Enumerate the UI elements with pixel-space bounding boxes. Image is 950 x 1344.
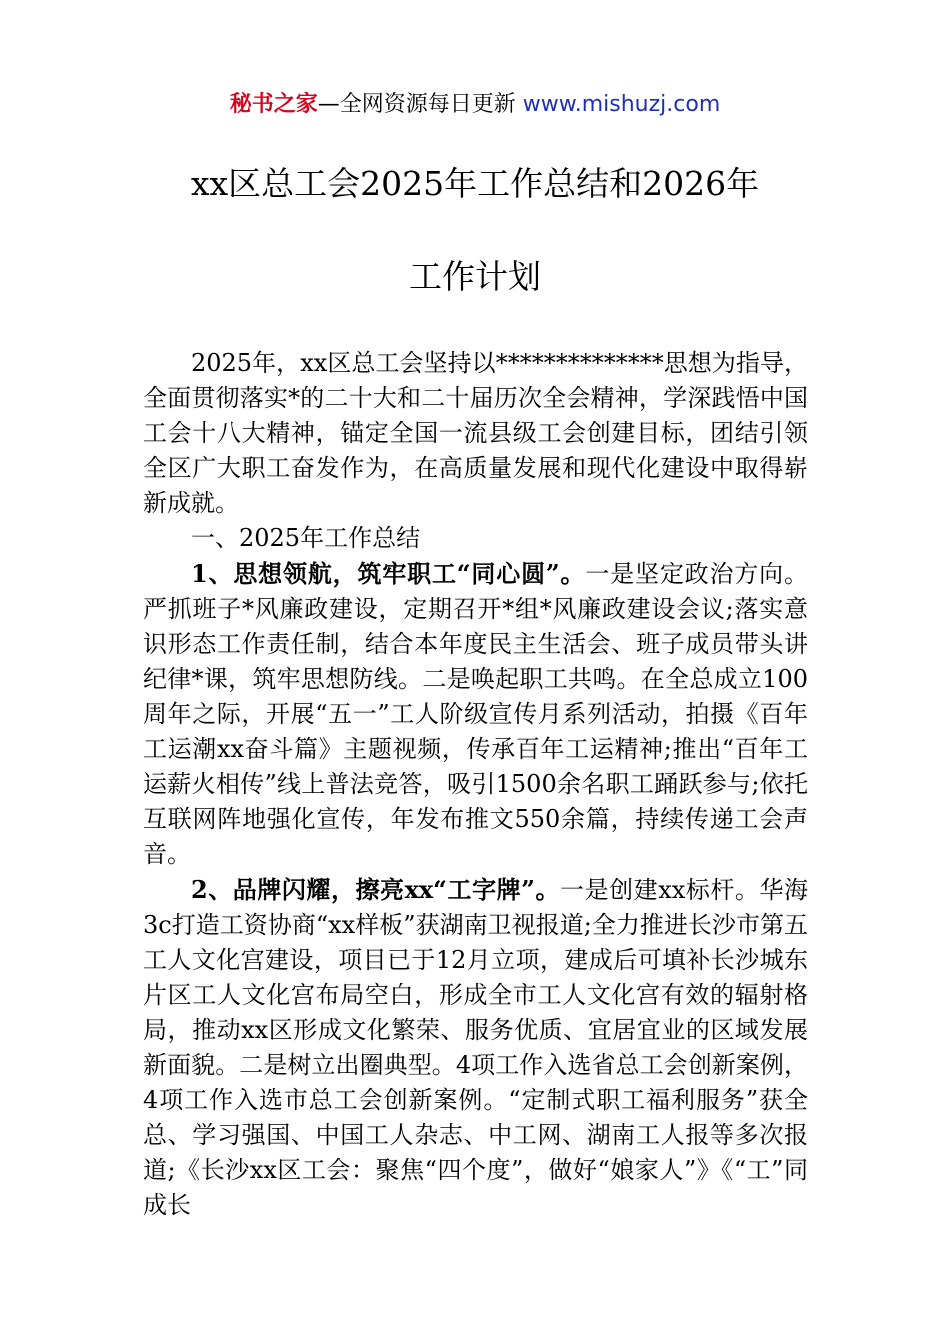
site-header: [0, 88, 950, 122]
brand-name: 秘书之家: [229, 92, 318, 117]
item-2-paragraph: [143, 872, 808, 1223]
item-1-paragraph: [143, 556, 808, 872]
section-heading: 一、2025年工作总结: [191, 524, 421, 552]
site-url-link[interactable]: www.mishuzj.com: [522, 92, 721, 117]
intro-paragraph: 2025年，xx区总工会坚持以**************思想为指导，全面贯彻落实*的二十大和二十届历次全会精神，学深践悟中国工会十八大精神，锚定全国一流县级工会创建目标，团结引领全区广大职工奋发作为，在高质量发展和现代化建设中取得崭新成就。: [143, 349, 808, 517]
document-body: [143, 346, 808, 1223]
document-title-line-2: 工作计划: [409, 257, 541, 296]
item-2-body: 一是创建xx标杆。华海3c打造工资协商“xx样板”获湖南卫视报道;全力推进长沙市第五工人文化宫建设，项目已于12月立项，建成后可填补长沙城东片区工人文化宫布局空白，形成全市工人文化宫有效的辐射格局，推动xx区形成文化繁荣、服务优质、宜居宜业的区域发展新面貌。二是树立出圈典型。4项工作入选省总工会创新案例，4项工作入选市总工会创新案例。“定制式职工福利服务”获全总、学习强国、中国工人杂志、中工网、湖南工人报等多次报道;《长沙xx区工会：聚焦“四个度”，做好“娘家人”》《“工”同成长: [143, 876, 808, 1219]
item-2-heading: 2、品牌闪耀，擦亮xx“工字牌”。: [191, 875, 561, 904]
document-title-line-1: xx区总工会2025年工作总结和2026年: [190, 164, 760, 203]
item-1-body: 一是坚定政治方向。严抓班子*风廉政建设，定期召开*组*风廉政建设会议;落实意识形态工作责任制，结合本年度民主生活会、班子成员带头讲纪律*课，筑牢思想防线。二是唤起职工共鸣。在全总成立100周年之际，开展“五一”工人阶级宣传月系列活动，拍摄《百年工运潮xx奋斗篇》主题视频，传承百年工运精神;推出“百年工运薪火相传”线上普法竞答，吸引1500余名职工踊跃参与;依托互联网阵地强化宣传，年发布推文550余篇，持续传递工会声音。: [143, 560, 808, 868]
item-1-heading: 1、思想领航，筑牢职工“同心圆”。: [191, 559, 586, 588]
header-tagline: —全网资源每日更新: [317, 92, 523, 117]
